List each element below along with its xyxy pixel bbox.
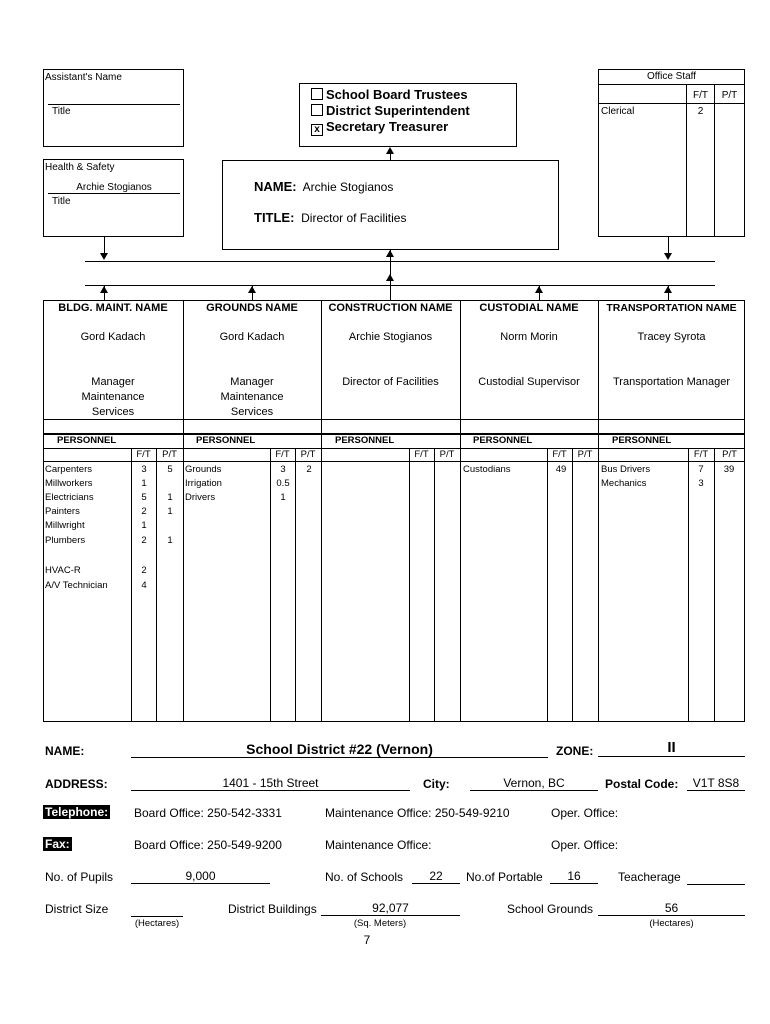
health-safety-box <box>43 159 184 237</box>
school-grounds-unit: (Hectares) <box>649 918 694 929</box>
table-row: Carpenters <box>45 464 92 475</box>
personnel-label-4: PERSONNEL <box>473 435 533 446</box>
health-safety-label: Health & Safety <box>45 162 115 173</box>
table-row: Irrigation <box>185 478 222 489</box>
table-cell: 1 <box>167 506 173 517</box>
table-cell: 0.5 <box>276 478 290 489</box>
table-cell: 1 <box>167 492 173 503</box>
office-staff-label: Office Staff <box>646 71 697 82</box>
custodial-name: Norm Morin <box>500 331 558 343</box>
personnel-label-5: PERSONNEL <box>612 435 672 446</box>
table-cell: 4 <box>141 580 147 591</box>
dept-header-col-1 <box>183 300 184 434</box>
transportation-title: Transportation Manager <box>613 376 730 388</box>
table-cell: 3 <box>280 464 286 475</box>
col4-pt-line <box>572 448 573 722</box>
transportation-name: Tracey Syrota <box>637 331 706 343</box>
health-safety-name: Archie Stogianos <box>48 182 180 194</box>
role-trustees[interactable]: School Board Trustees <box>311 87 516 103</box>
assistant-name-label: Assistant's Name <box>45 72 122 83</box>
pt-header-1: P/T <box>162 449 177 460</box>
construction-title: Director of Facilities <box>342 376 439 388</box>
dept-arrow-1 <box>100 286 108 293</box>
clerical-ft: 2 <box>697 106 704 117</box>
personnel-sep-4 <box>598 434 599 722</box>
teacherage-label: Teacherage <box>618 870 681 884</box>
city-label: City: <box>423 777 450 791</box>
main-arrow-2 <box>386 274 394 281</box>
pupils-label: No. of Pupils <box>45 870 114 884</box>
district-size-label: District Size <box>45 902 109 916</box>
office-staff-pt: P/T <box>721 90 738 101</box>
table-cell: 39 <box>723 464 735 475</box>
fax-label: Fax: <box>45 837 70 851</box>
table-cell: 2 <box>141 535 147 546</box>
superintendent-checkbox[interactable] <box>311 104 323 116</box>
col2-pt-line <box>295 448 296 722</box>
pupils-field[interactable]: 9,000 <box>131 869 270 884</box>
dept-header-col-2 <box>321 300 322 434</box>
staff-bar <box>85 261 715 262</box>
district-name-field[interactable]: School District #22 (Vernon) <box>131 741 548 758</box>
health-arrow <box>100 253 108 260</box>
ft-header-4: F/T <box>552 449 567 460</box>
table-row: Millworkers <box>45 478 93 489</box>
roles-box <box>299 83 517 147</box>
table-cell: 1 <box>141 478 147 489</box>
personnel-label-3: PERSONNEL <box>335 435 395 446</box>
personnel-sep-3 <box>460 434 461 722</box>
assistant-name-line <box>48 104 180 105</box>
director-title-label: TITLE: <box>254 210 295 225</box>
address-label: ADDRESS: <box>45 777 108 791</box>
roles-connector <box>390 153 391 160</box>
postal-code-field[interactable]: V1T 8S8 <box>687 776 745 791</box>
col1-pt-line <box>156 448 157 722</box>
table-cell: 3 <box>698 478 704 489</box>
clerical-label: Clerical <box>601 106 635 117</box>
table-cell: 3 <box>141 464 147 475</box>
table-row: HVAC-R <box>45 565 81 576</box>
health-safety-title-label: Title <box>52 196 71 207</box>
office-staff-box <box>598 69 745 237</box>
dept-header-col-3 <box>460 300 461 434</box>
table-row: Plumbers <box>45 535 86 546</box>
dept-bar <box>85 285 715 286</box>
grounds-name: Gord Kadach <box>219 331 285 343</box>
table-row: Drivers <box>185 492 216 503</box>
table-row: Bus Drivers <box>601 464 651 475</box>
district-buildings-unit: (Sq. Meters) <box>353 918 407 929</box>
office-staff-col-2 <box>714 84 715 236</box>
zone-field[interactable]: II <box>598 739 745 757</box>
table-cell: 1 <box>141 520 147 531</box>
col4-ft-line <box>547 448 548 722</box>
assistant-title-label: Title <box>52 106 71 117</box>
personnel-sep-2 <box>321 434 322 722</box>
table-row: A/V Technician <box>45 580 108 591</box>
table-row: Grounds <box>185 464 222 475</box>
transportation-header: TRANSPORTATION NAME <box>606 302 737 314</box>
district-size-unit: (Hectares) <box>134 918 180 929</box>
office-staff-divider-1 <box>599 84 744 85</box>
personnel-sep-1 <box>183 434 184 722</box>
col5-pt-line <box>714 448 715 722</box>
table-row: Mechanics <box>601 478 647 489</box>
bldg-maint-header: BLDG. MAINT. NAME <box>58 302 168 314</box>
table-cell: 2 <box>141 565 147 576</box>
director-name-row <box>254 179 393 194</box>
district-buildings-field[interactable]: 92,077 <box>321 901 460 916</box>
school-grounds-field[interactable]: 56 <box>598 901 745 916</box>
oper-office-telephone: Oper. Office: <box>551 806 619 820</box>
director-box <box>222 160 559 250</box>
col2-ft-line <box>270 448 271 722</box>
role-secretary[interactable]: x Secretary Treasurer <box>311 119 516 136</box>
ft-header-2: F/T <box>275 449 290 460</box>
district-name-label: NAME: <box>45 744 85 758</box>
personnel-row-line-2 <box>43 461 745 462</box>
bldg-maint-title: Manager Maintenance Services <box>81 376 145 418</box>
table-cell: 1 <box>280 492 286 503</box>
table-row: Painters <box>45 506 80 517</box>
city-field[interactable]: Vernon, BC <box>470 776 598 791</box>
oper-office-fax: Oper. Office: <box>551 838 619 852</box>
custodial-title: Custodial Supervisor <box>478 376 580 388</box>
school-grounds-label: School Grounds <box>507 902 594 916</box>
ft-header-3: F/T <box>414 449 429 460</box>
director-name-label: NAME: <box>254 179 297 194</box>
maintenance-office-telephone: Maintenance Office: 250-549-9210 <box>325 806 510 820</box>
director-title: Director of Facilities <box>301 211 407 225</box>
schools-field[interactable]: 22 <box>412 869 460 884</box>
telephone-label: Telephone: <box>45 805 109 819</box>
trustees-checkbox[interactable] <box>311 88 323 100</box>
personnel-label-1: PERSONNEL <box>57 435 117 446</box>
pt-header-2: P/T <box>300 449 316 460</box>
director-name: Archie Stogianos <box>302 180 394 194</box>
office-arrow <box>664 253 672 260</box>
roles-arrow <box>386 147 394 154</box>
district-size-field[interactable] <box>131 901 183 917</box>
ft-header-5: F/T <box>693 449 709 460</box>
dept-arrow-5 <box>664 286 672 293</box>
zone-label: ZONE: <box>556 744 594 758</box>
construction-name: Archie Stogianos <box>348 331 433 343</box>
personnel-label-2: PERSONNEL <box>196 435 256 446</box>
col5-ft-line <box>688 448 689 722</box>
board-office-telephone: Board Office: 250-542-3331 <box>134 806 282 820</box>
pt-header-5: P/T <box>722 449 737 460</box>
postal-code-label: Postal Code: <box>605 777 679 791</box>
role-superintendent[interactable]: District Superintendent <box>311 103 516 119</box>
table-row: Custodians <box>463 464 511 475</box>
grounds-title: Manager Maintenance Services <box>220 376 284 418</box>
pt-header-3: P/T <box>439 449 455 460</box>
custodial-header: CUSTODIAL NAME <box>479 302 579 314</box>
construction-header: CONSTRUCTION NAME <box>328 302 453 314</box>
maintenance-office-fax: Maintenance Office: <box>325 838 432 852</box>
bldg-maint-name: Gord Kadach <box>80 331 146 343</box>
table-row: Millwright <box>45 520 85 531</box>
schools-label: No. of Schools <box>325 870 404 884</box>
table-cell: 49 <box>555 464 567 475</box>
pt-header-4: P/T <box>577 449 593 460</box>
table-cell: 5 <box>167 464 173 475</box>
office-staff-ft: F/T <box>693 90 708 101</box>
office-staff-divider-2 <box>599 103 744 104</box>
portable-label: No.of Portable <box>466 870 543 884</box>
dept-arrow-2 <box>248 286 256 293</box>
ft-header-1: F/T <box>136 449 151 460</box>
col3-pt-line <box>434 448 435 722</box>
col3-ft-line <box>409 448 410 722</box>
table-cell: 1 <box>167 535 173 546</box>
teacherage-field[interactable] <box>687 869 745 885</box>
table-cell: 7 <box>698 464 704 475</box>
dept-header-col-4 <box>598 300 599 434</box>
main-arrow-1 <box>386 250 394 257</box>
table-cell: 2 <box>306 464 312 475</box>
table-cell: 2 <box>141 506 147 517</box>
dept-arrow-4 <box>535 286 543 293</box>
director-title-row <box>254 210 406 225</box>
portable-field[interactable]: 16 <box>550 869 598 884</box>
district-buildings-label: District Buildings <box>228 902 317 916</box>
page-number: 7 <box>363 933 371 947</box>
assistant-box <box>43 69 184 147</box>
grounds-header: GROUNDS NAME <box>206 302 298 314</box>
board-office-fax: Board Office: 250-549-9200 <box>134 838 282 852</box>
address-field[interactable]: 1401 - 15th Street <box>131 776 410 791</box>
secretary-checkbox[interactable]: x <box>311 124 323 136</box>
table-cell: 5 <box>141 492 147 503</box>
table-row: Electricians <box>45 492 94 503</box>
